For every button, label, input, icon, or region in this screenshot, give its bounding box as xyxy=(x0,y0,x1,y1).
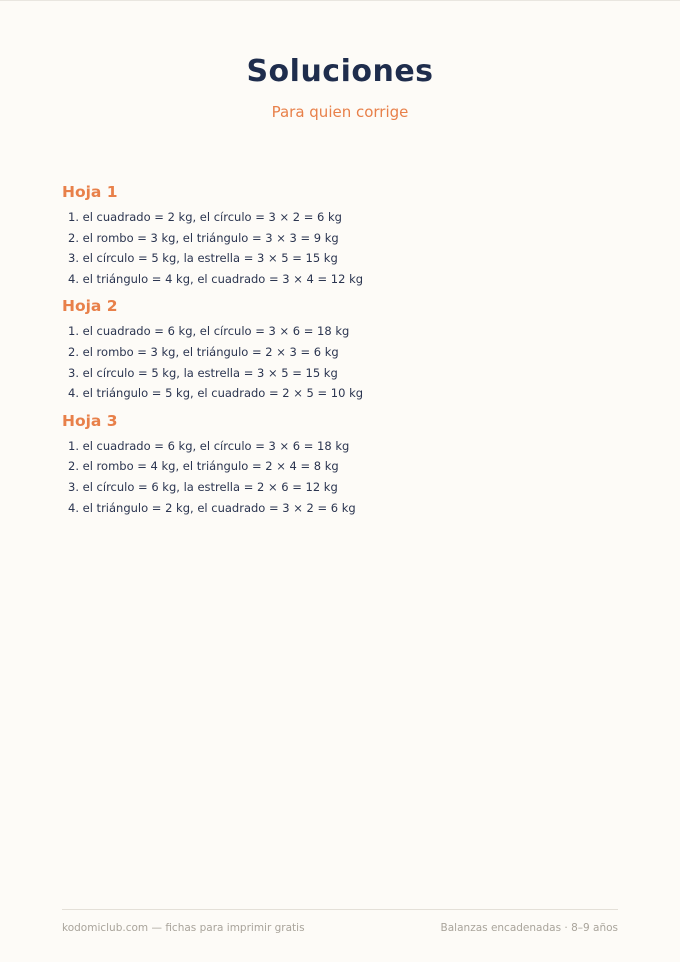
solution-item: 1. el cuadrado = 6 kg, el círculo = 3 × 6 = 18 kg xyxy=(68,324,350,339)
section-title: Hoja 1 xyxy=(62,183,118,201)
solution-item: 3. el círculo = 5 kg, la estrella = 3 × 5 = 15 kg xyxy=(68,251,338,266)
page-title: Soluciones xyxy=(246,54,434,89)
footer-site-link[interactable]: kodomiclub.com — fichas para imprimir gratis xyxy=(62,922,305,934)
solution-list xyxy=(62,321,622,403)
page-subtitle: Para quien corrige xyxy=(271,103,409,121)
footer-worksheet-info: Balanzas encadenadas · 8–9 años xyxy=(440,922,618,934)
section-title: Hoja 2 xyxy=(62,297,118,316)
solution-list xyxy=(62,436,622,518)
section-hoja-1 xyxy=(62,181,622,289)
footer-divider xyxy=(62,909,618,910)
solution-item: 2. el rombo = 3 kg, el triángulo = 2 × 3 = 6 kg xyxy=(68,344,339,359)
solution-item: 1. el cuadrado = 2 kg, el círculo = 3 × 2 = 6 kg xyxy=(68,210,342,224)
section-hoja-3 xyxy=(62,410,622,518)
solution-item: 4. el triángulo = 4 kg, el cuadrado = 3 × 4 = 12 kg xyxy=(68,271,364,286)
solution-item: 2. el rombo = 3 kg, el triángulo = 3 × 3 = 9 kg xyxy=(68,230,339,245)
solution-item: 2. el rombo = 4 kg, el triángulo = 2 × 4 = 8 kg xyxy=(68,459,339,474)
solution-item: 4. el triángulo = 5 kg, el cuadrado = 2 × 5 = 10 kg xyxy=(68,386,364,401)
solutions-content xyxy=(62,181,622,518)
solution-list xyxy=(62,207,622,289)
solution-item: 1. el cuadrado = 6 kg, el círculo = 3 × 6 = 18 kg xyxy=(68,438,350,453)
solution-item: 4. el triángulo = 2 kg, el cuadrado = 3 × 2 = 6 kg xyxy=(68,500,356,515)
section-hoja-2 xyxy=(62,295,622,403)
section-title: Hoja 3 xyxy=(62,411,118,430)
solution-item: 3. el círculo = 6 kg, la estrella = 2 × 6 = 12 kg xyxy=(68,479,338,494)
solution-item: 3. el círculo = 5 kg, la estrella = 3 × 5 = 15 kg xyxy=(68,365,338,380)
